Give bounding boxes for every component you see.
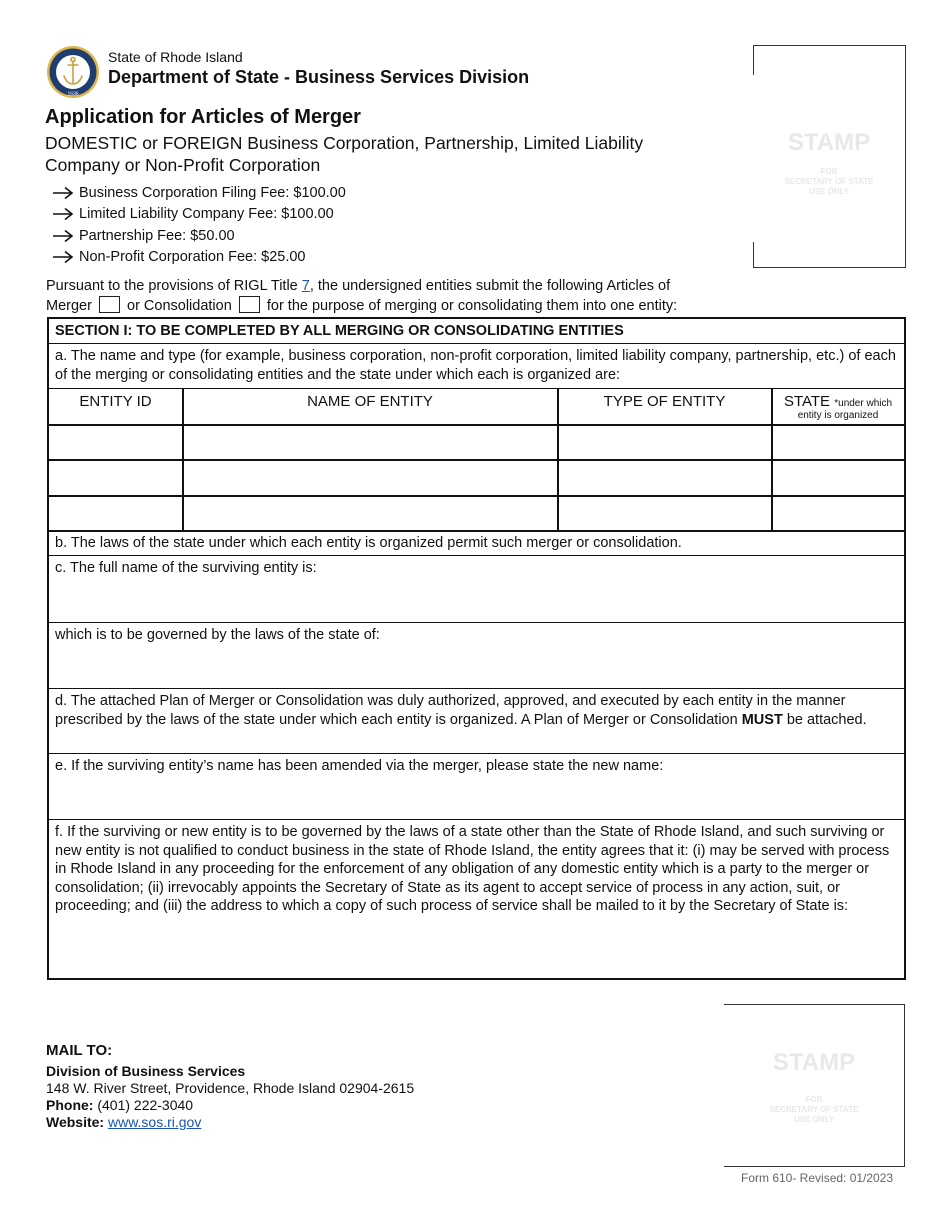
- item-d-text: be attached.: [782, 711, 867, 728]
- section-1-heading: SECTION I: TO BE COMPLETED BY ALL MERGING OR CONSOLIDATING ENTITIES: [49, 319, 904, 344]
- pursuant-text: for the purpose of merging or consolidating them into one entity:: [266, 297, 678, 314]
- section-1-item-e[interactable]: [49, 754, 904, 820]
- arrow-right-icon: [52, 186, 74, 200]
- fee-item: [52, 225, 346, 247]
- mail-to-heading: MAIL TO:: [46, 1042, 113, 1059]
- form-number: Form 610- Revised: 01/2023: [741, 1171, 894, 1185]
- entity-state-cell[interactable]: [773, 461, 903, 495]
- entity-name-cell[interactable]: [184, 461, 557, 495]
- column-header-type: TYPE OF ENTITY: [603, 393, 726, 410]
- fee-text: Business Corporation Filing Fee: $100.00: [79, 184, 346, 201]
- arrow-right-icon: [52, 250, 74, 264]
- rigl-title-link[interactable]: 7: [301, 278, 310, 294]
- pursuant-text: , the undersigned entities submit the following Articles of: [309, 278, 671, 294]
- state-note: *under which: [834, 398, 893, 409]
- entity-type-cell[interactable]: [559, 461, 771, 495]
- phone-number: (401) 222-3040: [93, 1097, 194, 1113]
- stamp-note-2: SECRETARY OF STATE: [784, 177, 874, 186]
- arrow-right-icon: [52, 207, 74, 221]
- consolidation-label: or Consolidation: [127, 297, 232, 314]
- fee-list: [52, 182, 346, 268]
- arrow-right-icon: [52, 229, 74, 243]
- merger-label: Merger: [46, 297, 92, 314]
- pursuant-text: Pursuant to the provisions of RIGL Title: [46, 278, 302, 294]
- consolidation-checkbox[interactable]: [239, 296, 260, 313]
- section-1-item-a: a. The name and type (for example, business corporation, non-profit corporation, limited liability company, partnership, etc.) of each of the merging or consolidating entities and the state under which each is organized are:: [49, 344, 904, 389]
- rhode-island-seal-icon: [46, 45, 100, 99]
- entity-name-cell[interactable]: [184, 425, 557, 459]
- department-name: Department of State - Business Services Division: [108, 67, 530, 87]
- entity-id-cell[interactable]: [49, 425, 182, 459]
- stamp-note-1: FOR: [820, 167, 838, 176]
- section-1-item-f[interactable]: [49, 820, 904, 977]
- stamp-label: STAMP: [772, 1049, 856, 1076]
- page-subtitle: DOMESTIC or FOREIGN Business Corporation, Partnership, Limited Liability Company or Non-Profit Corporation: [45, 133, 644, 175]
- governing-state-label: which is to be governed by the laws of the state of:: [55, 627, 380, 643]
- entity-state-cell[interactable]: [773, 496, 903, 530]
- mail-phone: [46, 1097, 414, 1114]
- stamp-box-bottom: [724, 1004, 905, 1167]
- fee-item: [52, 182, 346, 204]
- item-d-must: MUST: [741, 711, 783, 728]
- entity-id-cell[interactable]: [49, 461, 182, 495]
- state-name: State of Rhode Island: [108, 49, 243, 65]
- entity-id-cell[interactable]: [49, 496, 182, 530]
- fee-item: [52, 247, 346, 269]
- section-1-item-c[interactable]: [49, 556, 904, 623]
- section-1-item-b: b. The laws of the state under which each entity is organized permit such merger or consolidation.: [49, 531, 904, 556]
- page-title: Application for Articles of Merger: [45, 106, 361, 128]
- pursuant-statement: [46, 277, 766, 315]
- entity-type-cell[interactable]: [559, 425, 771, 459]
- merger-checkbox[interactable]: [99, 296, 120, 313]
- website-label: Website:: [46, 1114, 105, 1130]
- fee-text: Partnership Fee: $50.00: [79, 227, 235, 244]
- stamp-note-1: FOR: [805, 1095, 823, 1104]
- stamp-note-2: SECRETARY OF STATE: [769, 1105, 859, 1114]
- entity-type-cell[interactable]: [559, 496, 771, 530]
- state-label: STATE: [783, 393, 831, 410]
- mail-to-block: [46, 1042, 414, 1131]
- service-of-process-text: f. If the surviving or new entity is to be governed by the laws of a state other than the State of Rhode Island, and such surviving or new entity is not qualified to conduct business in the state of Rhode Island, the entity agrees that it: (i) may be served with process in Rhode Island in any proceeding for the enforcement of any obligation of any domestic entity which is a party to the merger or consolidation; (ii) irrevocably appoints the Secretary of State as its agent to accept service of process in any action, suit, or proceeding; and (iii) the address to which a copy of such process of service shall be mailed to it by the Secretary of State is:: [55, 824, 890, 914]
- mail-org: Division of Business Services: [46, 1063, 246, 1079]
- section-1-governing-state[interactable]: [49, 623, 904, 689]
- entity-state-cell[interactable]: [773, 425, 903, 459]
- seal-year: 1636: [67, 91, 79, 98]
- surviving-entity-label: c. The full name of the surviving entity is:: [55, 560, 317, 576]
- column-header-state: [772, 393, 904, 427]
- column-header-name: NAME OF ENTITY: [307, 393, 433, 410]
- website-link[interactable]: www.sos.ri.gov: [107, 1114, 202, 1130]
- new-name-label: e. If the surviving entity’s name has been amended via the merger, please state the new name:: [55, 758, 664, 774]
- mail-address: 148 W. River Street, Providence, Rhode Island 02904-2615: [46, 1080, 415, 1096]
- column-header-entity-id: ENTITY ID: [79, 393, 152, 410]
- fee-item: [52, 204, 346, 226]
- entity-name-cell[interactable]: [184, 496, 557, 530]
- fee-text: Non-Profit Corporation Fee: $25.00: [79, 249, 306, 266]
- fee-text: Limited Liability Company Fee: $100.00: [79, 206, 334, 223]
- section-1-item-d: [49, 689, 904, 754]
- mail-website: [46, 1114, 414, 1131]
- section-1-form: [47, 317, 906, 980]
- item-d-text: d. The attached Plan of Merger or Consolidation was duly authorized, approved, and executed by each entity in the manner prescribed by the laws of the state under which each entity is organized. A Plan of Merger or Consolidation: [55, 693, 846, 728]
- state-note: entity is organized: [797, 410, 879, 421]
- stamp-note-3: USE ONLY: [793, 1115, 835, 1124]
- stamp-box-top: [753, 45, 906, 268]
- stamp-label: STAMP: [787, 129, 871, 156]
- phone-label: Phone:: [46, 1097, 94, 1113]
- stamp-note-3: USE ONLY: [808, 187, 850, 196]
